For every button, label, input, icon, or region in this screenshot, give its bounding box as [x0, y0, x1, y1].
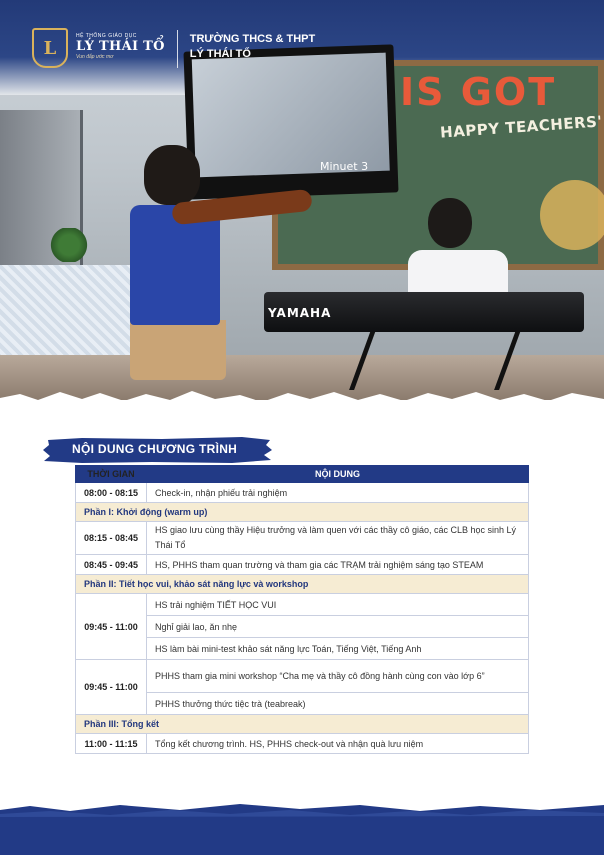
row-time: 08:15 - 08:45 — [76, 522, 147, 555]
system-label: HỆ THỐNG GIÁO DỤC — [76, 33, 137, 39]
row-content: Nghỉ giải lao, ăn nhẹ — [147, 616, 529, 638]
section-row — [76, 715, 529, 734]
logo-text — [76, 28, 165, 60]
logo-slogan: Vun đắp ước mơ — [76, 54, 114, 60]
screen-caption: Minuet 3 — [320, 160, 369, 173]
school-line-1: TRƯỜNG THCS & THPT — [189, 33, 316, 45]
section-label: Phần III: Tổng kết — [76, 715, 529, 734]
table-row — [76, 555, 529, 575]
board-big-text: IS GOT — [400, 70, 557, 114]
section-row — [76, 575, 529, 594]
girl-head — [144, 145, 200, 205]
logo-header — [32, 28, 315, 68]
row-content: Check-in, nhận phiếu trải nghiệm — [147, 483, 529, 503]
side-table — [0, 265, 140, 365]
table-row — [76, 660, 529, 693]
row-time: 09:45 - 11:00 — [76, 594, 147, 660]
logo-mark-icon: L — [32, 28, 68, 68]
boy-head — [428, 198, 472, 248]
section-row — [76, 503, 529, 522]
board-text: HAPPY TEACHERS' — [439, 112, 604, 142]
row-content: Tổng kết chương trình. HS, PHHS check-out và nhận quà lưu niệm — [147, 734, 529, 754]
row-content: PHHS tham gia mini workshop “Cha mẹ và thầy cô đồng hành cùng con vào lớp 6” — [147, 660, 529, 693]
table-row — [76, 483, 529, 503]
header-content: NỘI DUNG — [147, 466, 529, 483]
table-row — [76, 734, 529, 754]
row-time: 08:00 - 08:15 — [76, 483, 147, 503]
section-label: Phần I: Khởi động (warm up) — [76, 503, 529, 522]
logo-divider — [177, 30, 178, 68]
school-line-2: LÝ THÁI TỔ — [189, 48, 251, 60]
plant — [50, 228, 88, 262]
row-content: HS làm bài mini-test khảo sát năng lực Toán, Tiếng Việt, Tiếng Anh — [147, 638, 529, 660]
header-time: THỜI GIAN — [76, 466, 147, 483]
row-content: PHHS thưởng thức tiệc trà (teabreak) — [147, 693, 529, 715]
row-content: HS trải nghiệm TIẾT HỌC VUI — [147, 594, 529, 616]
schedule-table — [75, 465, 529, 754]
girl-skirt — [130, 320, 226, 380]
keyboard-brand: YAMAHA — [268, 306, 332, 320]
row-time: 09:45 - 11:00 — [76, 660, 147, 715]
row-time: 08:45 - 09:45 — [76, 555, 147, 575]
row-content: HS, PHHS tham quan trường và tham gia các TRẠM trải nghiệm sáng tạo STEAM — [147, 555, 529, 575]
school-name — [190, 32, 315, 62]
bottom-brush-band — [0, 800, 604, 855]
torn-paper-edge — [0, 380, 604, 410]
row-time: 11:00 - 11:15 — [76, 734, 147, 754]
table-header-row — [76, 466, 529, 483]
guitar-drawing — [540, 180, 604, 250]
section-banner — [42, 436, 274, 464]
logo-name: LÝ THÁI TỔ — [76, 39, 165, 54]
section-label: Phần II: Tiết học vui, khảo sát năng lực và workshop — [76, 575, 529, 594]
girl-body — [130, 205, 220, 325]
section-title: NỘI DUNG CHƯƠNG TRÌNH — [72, 442, 238, 456]
table-row — [76, 594, 529, 616]
row-content: HS giao lưu cùng thầy Hiệu trưởng và làm quen với các thầy cô giáo, các CLB học sinh Lý Thái Tổ — [147, 522, 529, 555]
table-row — [76, 522, 529, 555]
